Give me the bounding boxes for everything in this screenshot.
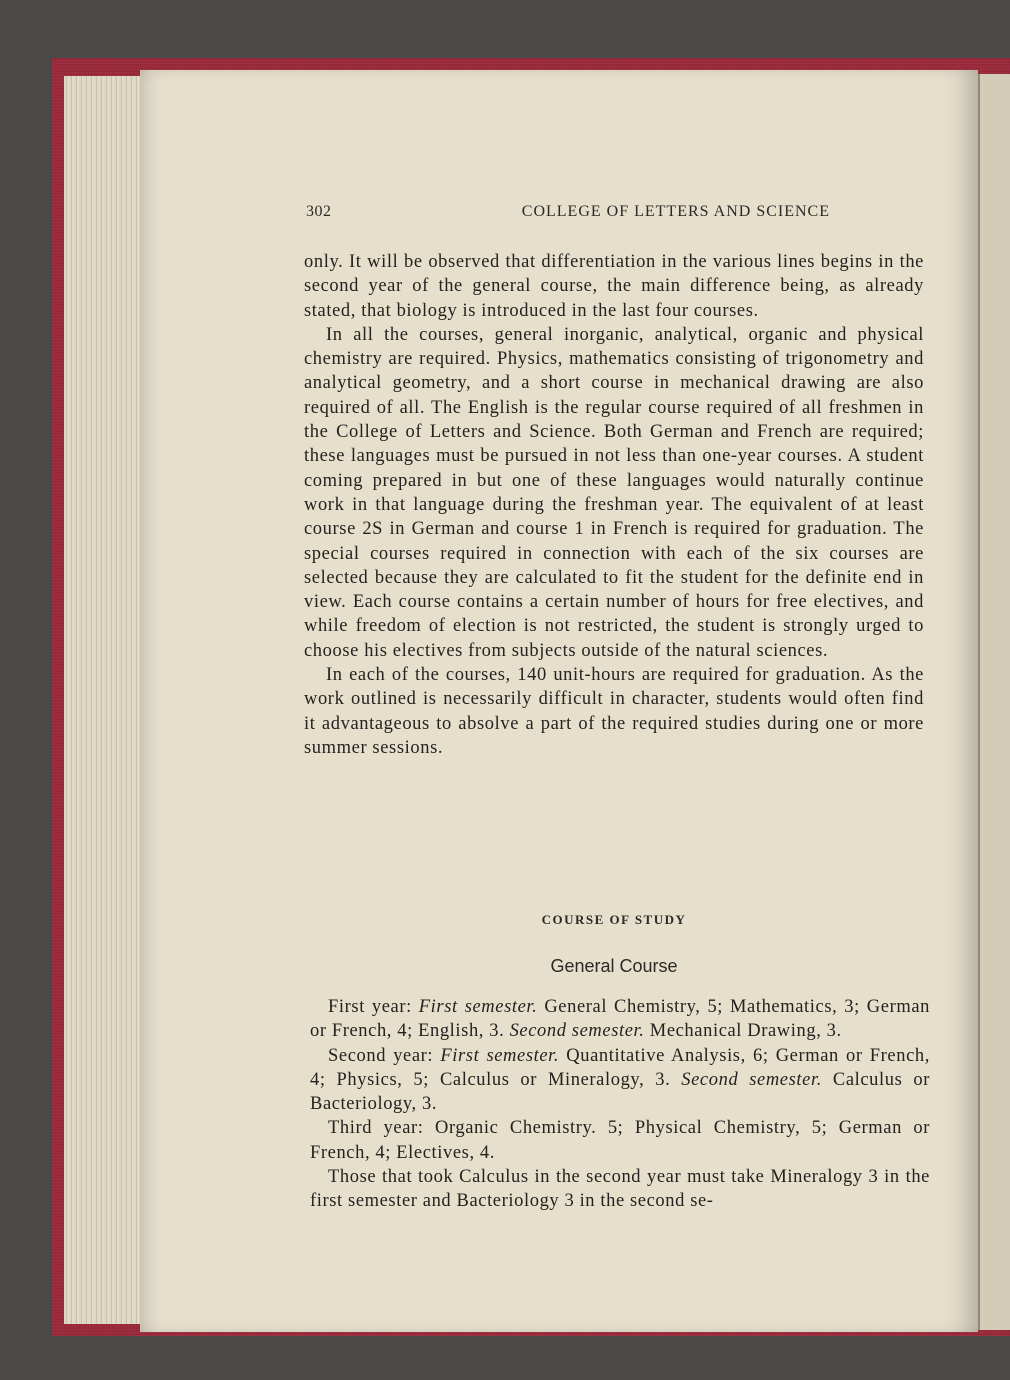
second-year-label: Second year: [328, 1045, 434, 1066]
second-year-sem1-text: Quantitative Analysis, 6; German or French, 4; Physics, 5; Calculus or Mineralogy, 3. [310, 1045, 930, 1090]
course-note: Those that took Calculus in the second year must take Mineralogy 3 in the first semester and Bacteriology 3 in the second se- [310, 1167, 930, 1212]
subheading: General Course [550, 956, 678, 976]
running-head-title: COLLEGE OF LETTERS AND SCIENCE [521, 203, 830, 220]
second-year-sem1-label: First semester. [440, 1045, 560, 1066]
second-year-sem2-label: Second semester. [681, 1069, 822, 1090]
running-head [306, 203, 830, 221]
first-year-sem1-label: First semester. [418, 997, 538, 1017]
third-year-text: Organic Chemistry. 5; Physical Chemistry, 5; German or French, 4; Electives, 4. [310, 1118, 930, 1163]
first-year-sem2-label: Second semester. [509, 1021, 645, 1042]
second-year-sem2-text: Calculus or Bacteriology, 3. [310, 1069, 930, 1115]
page-edges [64, 76, 152, 1324]
first-year-sem2-text: Mechanical Drawing, 3. [649, 1021, 842, 1042]
course-of-study [310, 995, 930, 1214]
facing-page-edge [978, 74, 1010, 1330]
paragraph-2: In all the courses, general inorganic, analytical, organic and physical chemistry are required. Physics, mathematics consisting of trigonometry and analytical geometry, and a short course in mechanical drawing are also required of all. The English is the regular course required of all freshmen in the College of Letters and Science. Both German and French are required; these languages must be pursued in not less than one-year courses. A student coming prepared in but one of these languages would naturally continue work in that language during the freshman year. The equivalent of at least course 2S in German and course 1 in French is required for graduation. The special courses required in connection with each of the six courses are selected because they are calculated to fit the student for the definite end in view. Each course contains a certain number of hours for free electives, and while freedom of election is not restricted, the student is strongly urged to choose his electives from subjects outside of the natural sciences. [304, 324, 924, 661]
second-year [310, 1044, 930, 1117]
third-year [310, 1116, 930, 1165]
first-year [310, 995, 930, 1044]
paragraph-1: only. It will be observed that differentiation in the various lines begins in the second year of the general course, the main difference being, as already stated, that biology is introduced in the last four courses. [304, 252, 924, 321]
section-heading: COURSE OF STUDY [541, 912, 687, 927]
paragraph-3: In each of the courses, 140 unit-hours are required for graduation. As the work outlined is necessarily difficult in character, students would often find it advantageous to absolve a part of the required studies during one or more summer sessions. [304, 665, 924, 758]
body-text [304, 250, 924, 760]
first-year-sem1-text: General Chemistry, 5; Mathematics, 3; German or French, 4; English, 3. [310, 997, 930, 1042]
first-year-label: First year: [328, 997, 412, 1017]
page-number: 302 [306, 203, 332, 220]
third-year-label: Third year: [328, 1118, 424, 1139]
